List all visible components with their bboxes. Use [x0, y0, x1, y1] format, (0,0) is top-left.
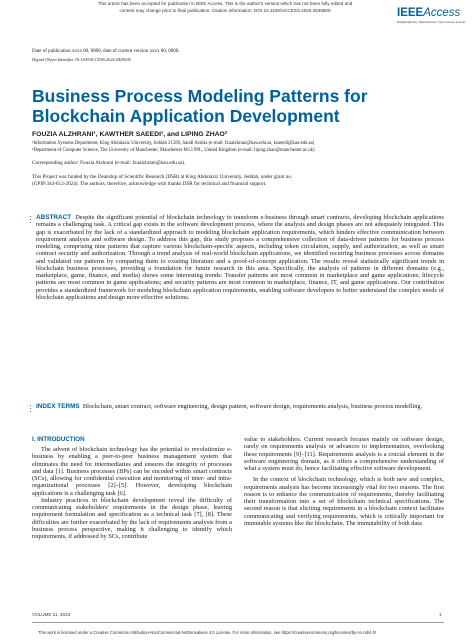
volume-label: VOLUME 11, 2023: [32, 612, 71, 617]
abstract-label: ABSTRACT: [36, 214, 72, 221]
logo-tagline: Multidisciplinary | Rapid Review | Open Access Journal: [397, 20, 465, 24]
abstract-block: [36, 214, 444, 301]
index-terms-block: [36, 403, 444, 410]
index-terms-marker: [30, 405, 34, 413]
publication-dates: Date of publication xxxx 00, 0000, date of current version xxxx 00, 0000.: [32, 49, 180, 54]
paragraph: Industry practices in blockchain development reveal the difficulty of communicating stakeholders' requirements in the design phase, leaving requirement formulation and specification as a technical task [7], [8]. These difficulties are further exacerbated by the lack of requirements analysis from a business process perspective, making it challenging to identify which requirements, if addressed by SCs, contribute: [32, 496, 232, 540]
accepted-notice-line2: content may change prior to final publication. Citation information: DOI 10.1109/ACCESS.2025.3535809: [119, 8, 331, 13]
abstract-marker: [30, 216, 34, 224]
logo-access-text: Access: [423, 7, 461, 19]
paper-title: Business Process Modeling Patterns for Blockchain Application Development: [32, 86, 368, 126]
page-number: 1: [439, 612, 442, 617]
accepted-notice-line1: This article has been accepted for publication in IEEE Access. This is the author's version which has not been fully edited and: [97, 1, 353, 6]
paragraph: value to stakeholders. Current research focuses mainly on software design, rarely on requirements analysis or advances to implementation, overlooking these requirements [9]–[11]. Requirements analysis is a crucial element in the software engineering domain, as it offers a comprehensive understanding of what a system must do, hence facilitating effective software development.: [244, 436, 444, 472]
left-column: [32, 446, 232, 540]
corresponding-author: Corresponding author: Fouzia Alzhrani (e-mail: fzualzhrani@kau.edu.sa).: [32, 160, 186, 166]
index-terms-label: INDEX TERMS: [36, 403, 80, 410]
index-terms-text: Blockchain, smart contract, software engineering, design pattern, software design, requirements analysis, business process modelling.: [82, 403, 423, 410]
affiliation-1: ¹Information Systems Department, King Abdulaziz University, Jeddah 21589, Saudi Arabia (e-mail: fzualzhrani@kau.edu.sa, ksaeedi@kau.edu.sa): [32, 141, 315, 146]
logo-ieee-text: IEEE: [397, 7, 424, 19]
paragraph: In the context of blockchain technology, which is both new and complex, requirements analysis has become increasingly vital for two reasons. The first reason is to enhance the communication of requirements, thereby facilitating their transformation into a set of blockchain technical specifications. The second reason is that eliciting requirements in a blockchain context facilitates communicating and verifying requirements, which is critically important for immutable systems like the blockchain. The immutability of both data: [244, 476, 444, 527]
right-column: [244, 436, 444, 527]
section-heading-introduction: I. INTRODUCTION: [32, 436, 85, 443]
paragraph: The advent of blockchain technology has the potential to revolutionize e-business by enabling a peer-to-peer business management system that eliminates the need for intermediaries and ensures the integrity of processes and data [1]. Business processes (BPs) can be encoded within smart contracts (SCs), allowing for confidential execution and monitoring of inter- and intra-organizational processes [2]–[5]. However, developing blockchain applications is a challenging task [6].: [32, 446, 232, 497]
doi-line: Digital Object Identifier 10.1109/ACCESS.2024.0429000: [32, 57, 131, 62]
abstract-text: Despite the significant potential of blockchain technology to transform e-business through smart contracts, developing blockchain applications remains a challenging task. A critical gap exists in the software development process, where the analysis and design phases are not adequately integrated. This gap is exacerbated by the lack of a standardized approach to modeling blockchain application requirements, which hinders effective communication between requirement analysis and software design. To address this gap, this study proposes a comprehensive collection of data-driven patterns for business process modeling, comprising nine patterns that capture various blockchain-specific aspects, including token circulation, supply, and authorization, as well as smart contract security and authorization. Through a trend analysis of real-world blockchain applications, we identified recurring business processes across domains and validated our patterns by comparing them to existing literature and a proof-of-concept application. The results reveal statistically significant trends in blockchain business processes, providing a foundation for future research in this area. Specifically, the analysis of patterns in different domains (e.g., marketplace, game, finance, and media) shows some interesting trends: Transfer patterns are most common in marketplace and game applications; lifecycle patterns are most common in game applications; and security patterns are most common in marketplace, finance, IT, and game applications. Our contribution provides a standardized framework for modeling blockchain application requirements, enabling software developers to better understand the complex needs of blockchain applications and design more effective solutions.: [36, 214, 444, 301]
ieee-access-logo: [397, 7, 465, 24]
affiliation-2: ²Department of Computer Science, The University of Manchester, Manchester M13 9PL, United Kingdom (e-mail: liping.zhao@manchester.ac.uk): [32, 148, 315, 153]
funding-line-2: (GPIP:344-612-2024). The authors, therefore, acknowledge with thanks DSR for technical and financial support.: [32, 181, 267, 187]
funding-line-1: This Project was funded by the Deanship of Scientific Research (DSR) at King Abdulaziz University, Jeddah, under grant no.: [32, 174, 293, 180]
license-notice: This work is licensed under a Creative Commons Attribution-NonCommercial-NoDerivatives 4.0 License. For more information, see https://creativecommons.org/licenses/by-nc-nd/4.0/: [38, 630, 377, 635]
author-list: FOUZIA ALZHRANI¹, KAWTHER SAEEDI¹, and LIPING ZHAO²: [32, 131, 228, 138]
footer-divider: [32, 622, 444, 623]
